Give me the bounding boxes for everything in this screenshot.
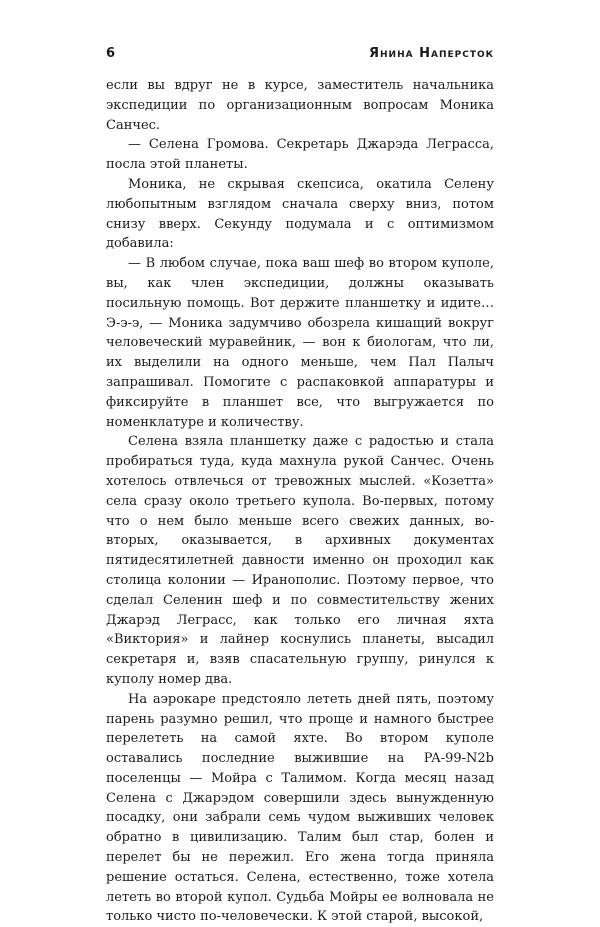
paragraph: — В любом случае, пока ваш шеф во втором куполе, вы, как член экспедиции, должны оказывать посильную помощь. Вот держите планшетку и идите… Э-э-э, — Моника задумчиво обозрела кишащий вокруг человеческий муравейник, — вон к биологам, что ли, их выделили на одного меньше, чем Пал Палыч запрашивал. Помогите с распаковкой аппаратуры и фиксируйте в планшет все, что выгружается по номенклатуре и количеству. bbox=[106, 256, 494, 430]
body-text bbox=[106, 76, 494, 927]
paragraph: Селена взяла планшетку даже с радостью и стала пробираться туда, куда махнула рукой Санчес. Очень хотелось отвлечься от тревожных мыслей. «Козетта» села сразу около третьего купола. Во-первых, потому что о нем было меньше всего свежих данных, во-вторых, оказывается, в архивных документах пятидесятилетней давности именно он проходил как столица колонии — Иранополис. Поэтому первое, что сделал Селенин шеф и по совместительству жених Джарэд Леграсс, как только его личная яхта «Виктория» и лайнер коснулись планеты, высадил секретаря и, взяв спасательную группу, ринулся к куполу номер два. bbox=[106, 434, 494, 687]
running-head-author: Янина Наперсток bbox=[369, 46, 494, 61]
paragraph: Моника, не скрывая скепсиса, окатила Селену любопытным взглядом сначала сверху вниз, потом снизу вверх. Секунду подумала и с оптимизмом добавила: bbox=[106, 176, 494, 252]
paragraph-continuation: если вы вдруг не в курсе, заместитель начальника экспедиции по организационным вопросам Моника Санчес. bbox=[106, 78, 494, 133]
page-number: 6 bbox=[106, 46, 116, 61]
page-header bbox=[106, 46, 494, 68]
paragraph: На аэрокаре предстояло лететь дней пять, поэтому парень разумно решил, что проще и намного быстрее перелететь на самой яхте. Во втором куполе оставались последние выжившие на PA-99-N2b поселенцы — Мойра с Талимом. Когда месяц назад Селена с Джарэдом совершили здесь вынужденную посадку, они забрали семь чудом выживших человек обратно в цивилизацию. Талим был стар, болен и перелет бы не пережил. Его жена тогда приняла решение остаться. Селена, естественно, тоже хотела лететь во второй купол. Судьба Мойры ее волновала не только чисто по-человечески. К этой старой, высокой, bbox=[106, 691, 494, 925]
paragraph: — Селена Громова. Секретарь Джарэда Леграсса, посла этой планеты. bbox=[106, 137, 494, 173]
